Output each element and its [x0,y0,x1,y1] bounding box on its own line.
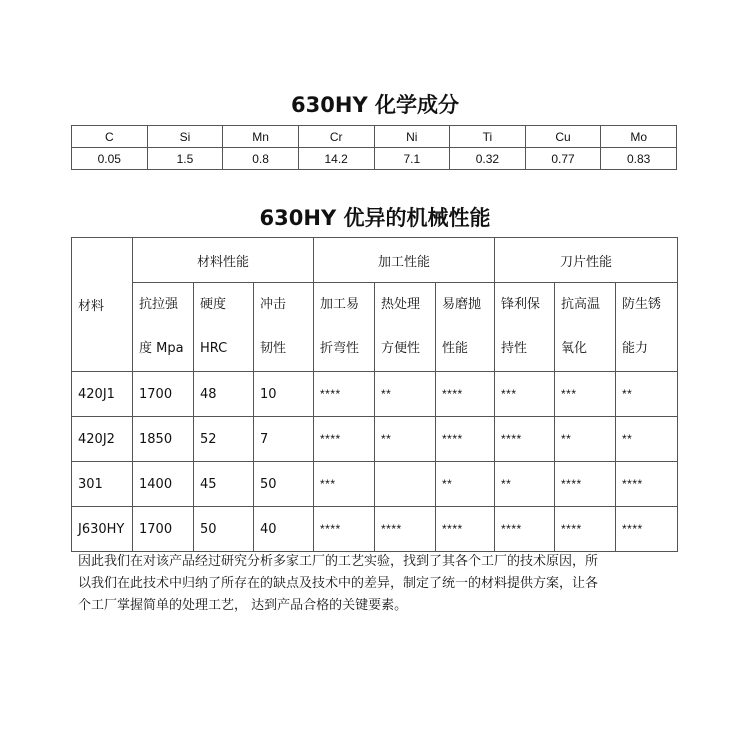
sub-header [555,283,616,372]
sub-header-line: 性能 [442,341,469,356]
element-value: 0.8 [223,148,299,170]
sub-header-line: 氧化 [561,341,588,356]
table-row [72,462,678,507]
group-header-row [72,238,678,283]
description-line: 因此我们在对该产品经过研究分析多家工厂的工艺实验，找到了其各个工厂的技术原因，所 [78,554,599,569]
composition-value-row [72,148,677,170]
material-name: 420J2 [72,417,133,462]
description-line: 个工厂掌握简单的处理工艺， 达到产品合格的关键要素。 [78,598,408,613]
rating-cell: **** [616,507,678,552]
table-row [72,372,678,417]
table-cell: 52 [194,417,254,462]
rating-cell: *** [314,462,375,507]
sub-header-line: 能力 [622,341,649,356]
rating-cell: ** [375,417,436,462]
sub-header-line: 加工易 [320,297,360,312]
sub-header [194,283,254,372]
description-line: 以我们在此技术中归纳了所存在的缺点及技术中的差异，制定了统一的材料提供方案，让各 [78,576,599,591]
element-header: Ni [374,126,450,148]
table-cell: 1850 [133,417,194,462]
sub-header-line: 抗高温 [561,297,601,312]
material-name: 301 [72,462,133,507]
rating-cell: **** [375,507,436,552]
sub-header [133,283,194,372]
composition-title: 630HY 化学成分 [291,93,459,117]
rating-cell: ** [495,462,555,507]
rating-cell: ** [375,372,436,417]
sub-header [254,283,314,372]
element-value: 1.5 [147,148,223,170]
element-value: 7.1 [374,148,450,170]
rating-cell: **** [436,372,495,417]
material-column-header: 材料 [72,238,133,372]
material-name: J630HY [72,507,133,552]
table-cell: 7 [254,417,314,462]
element-header: Cr [298,126,374,148]
sub-header-line: HRC [200,341,228,356]
table-cell: 1400 [133,462,194,507]
table-cell: 45 [194,462,254,507]
rating-cell: **** [314,417,375,462]
sub-header [616,283,678,372]
sub-header-line: 度 Mpa [139,341,184,356]
rating-cell: **** [436,507,495,552]
sub-header-line: 锋利保 [501,297,541,312]
rating-cell: *** [555,372,616,417]
sub-header-line: 硬度 [200,297,227,312]
table-row [72,507,678,552]
table-cell: 40 [254,507,314,552]
material-name: 420J1 [72,372,133,417]
mechanical-title: 630HY 优异的机械性能 [259,206,491,230]
sub-header-line: 韧性 [260,341,287,356]
table-cell: 50 [194,507,254,552]
table-cell: 50 [254,462,314,507]
rating-cell: ** [616,417,678,462]
composition-table [71,125,677,170]
rating-cell: **** [314,372,375,417]
sub-header [314,283,375,372]
mechanical-table [71,237,678,552]
composition-header-row [72,126,677,148]
rating-cell: *** [495,372,555,417]
element-header: Mn [223,126,299,148]
rating-cell: **** [495,417,555,462]
group-header: 刀片性能 [495,238,678,283]
element-header: Ti [450,126,526,148]
description-paragraph [78,551,678,617]
table-cell: 1700 [133,507,194,552]
sub-header-line: 方便性 [381,341,421,356]
table-cell: 48 [194,372,254,417]
rating-cell: ** [436,462,495,507]
table-row [72,417,678,462]
rating-cell [375,462,436,507]
sub-header [436,283,495,372]
sub-header [375,283,436,372]
table-cell: 1700 [133,372,194,417]
rating-cell: **** [314,507,375,552]
element-value: 0.77 [525,148,601,170]
sub-header-row [72,283,678,372]
element-header: Si [147,126,223,148]
sub-header-line: 折弯性 [320,341,360,356]
rating-cell: **** [555,507,616,552]
element-value: 0.32 [450,148,526,170]
element-value: 0.05 [72,148,148,170]
element-header: Cu [525,126,601,148]
sub-header-line: 抗拉强 [139,297,179,312]
element-value: 0.83 [601,148,677,170]
element-header: Mo [601,126,677,148]
element-header: C [72,126,148,148]
sub-header-line: 易磨抛 [442,297,482,312]
rating-cell: ** [616,372,678,417]
group-header: 材料性能 [133,238,314,283]
sub-header-line: 防生锈 [622,297,662,312]
rating-cell: **** [495,507,555,552]
sub-header [495,283,555,372]
sub-header-line: 冲击 [260,297,287,312]
table-cell: 10 [254,372,314,417]
sub-header-line: 持性 [501,341,528,356]
sub-header-line: 热处理 [381,297,421,312]
rating-cell: ** [555,417,616,462]
rating-cell: **** [555,462,616,507]
element-value: 14.2 [298,148,374,170]
rating-cell: **** [436,417,495,462]
rating-cell: **** [616,462,678,507]
group-header: 加工性能 [314,238,495,283]
